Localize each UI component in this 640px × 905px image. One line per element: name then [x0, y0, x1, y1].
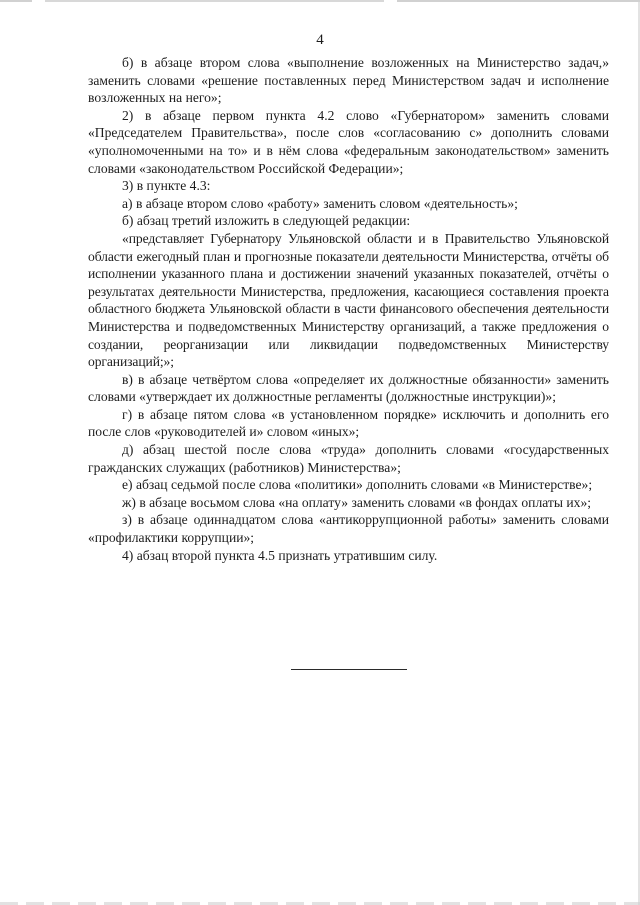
paragraph: з) в абзаце одиннадцатом слова «антикоррупционной работы» заменить словами «профилактики коррупции»;	[88, 512, 609, 546]
paragraph: «представляет Губернатору Ульяновской области и в Правительство Ульяновской области ежегодный план и прогнозные показатели деятельности Министерства, отчёты об исполнении указанного плана и достижении значений указанных показателей, отчёты о результатах деятельности Министерства, предложения, касающиеся составления проекта областного бюджета Ульяновской области в части финансового обеспечения деятельности Министерства и подведомственных Министерству организаций, а также предложения о создании, реорганизации или ликвидации подведомственных Министерству организаций;»;	[88, 230, 609, 370]
paragraph: а) в абзаце втором слово «работу» заменить словом «деятельность»;	[122, 195, 518, 211]
paragraph: 3) в пункте 4.3:	[122, 178, 211, 194]
paragraph: г) в абзаце пятом слова «в установленном порядке» исключить и дополнить его после слов «руководителей и» словом «иных»;	[88, 406, 609, 440]
paragraph: д) абзац шестой после слова «труда» дополнить словами «государственных гражданских служащих (работников) Министерства»;	[88, 442, 609, 475]
document-body	[88, 54, 609, 564]
page-number: 4	[316, 32, 324, 48]
paragraph: 4) абзац второй пункта 4.5 признать утратившим силу.	[122, 547, 438, 563]
scan-edge-top	[0, 0, 640, 2]
paragraph: ж) в абзаце восьмом слова «на оплату» заменить словами «в фондах оплаты их»;	[122, 494, 592, 510]
paragraph: 2) в абзаце первом пункта 4.2 слово «Губернатором» заменить словами «Председателем Правительства», после слов «согласованию с» дополнить словами «уполномоченными на то» и в нём слова «федеральным законодательством» заменить словами «законодательством Российской Федерации»;	[88, 107, 609, 176]
paragraph: б) абзац третий изложить в следующей редакции:	[122, 213, 411, 229]
paragraph: б) в абзаце втором слова «выполнение возложенных на Министерство задач,» заменить словами «решение поставленных перед Министерством задач и исполнение возложенных на него»;	[88, 55, 609, 106]
paragraph: е) абзац седьмой после слова «политики» дополнить словами «в Министерстве»;	[122, 477, 593, 493]
end-of-document-rule	[291, 669, 407, 670]
paragraph: в) в абзаце четвёртом слова «определяет их должностные обязанности» заменить словами «утверждает их должностные регламенты (должностные инструкции)»;	[88, 371, 609, 405]
